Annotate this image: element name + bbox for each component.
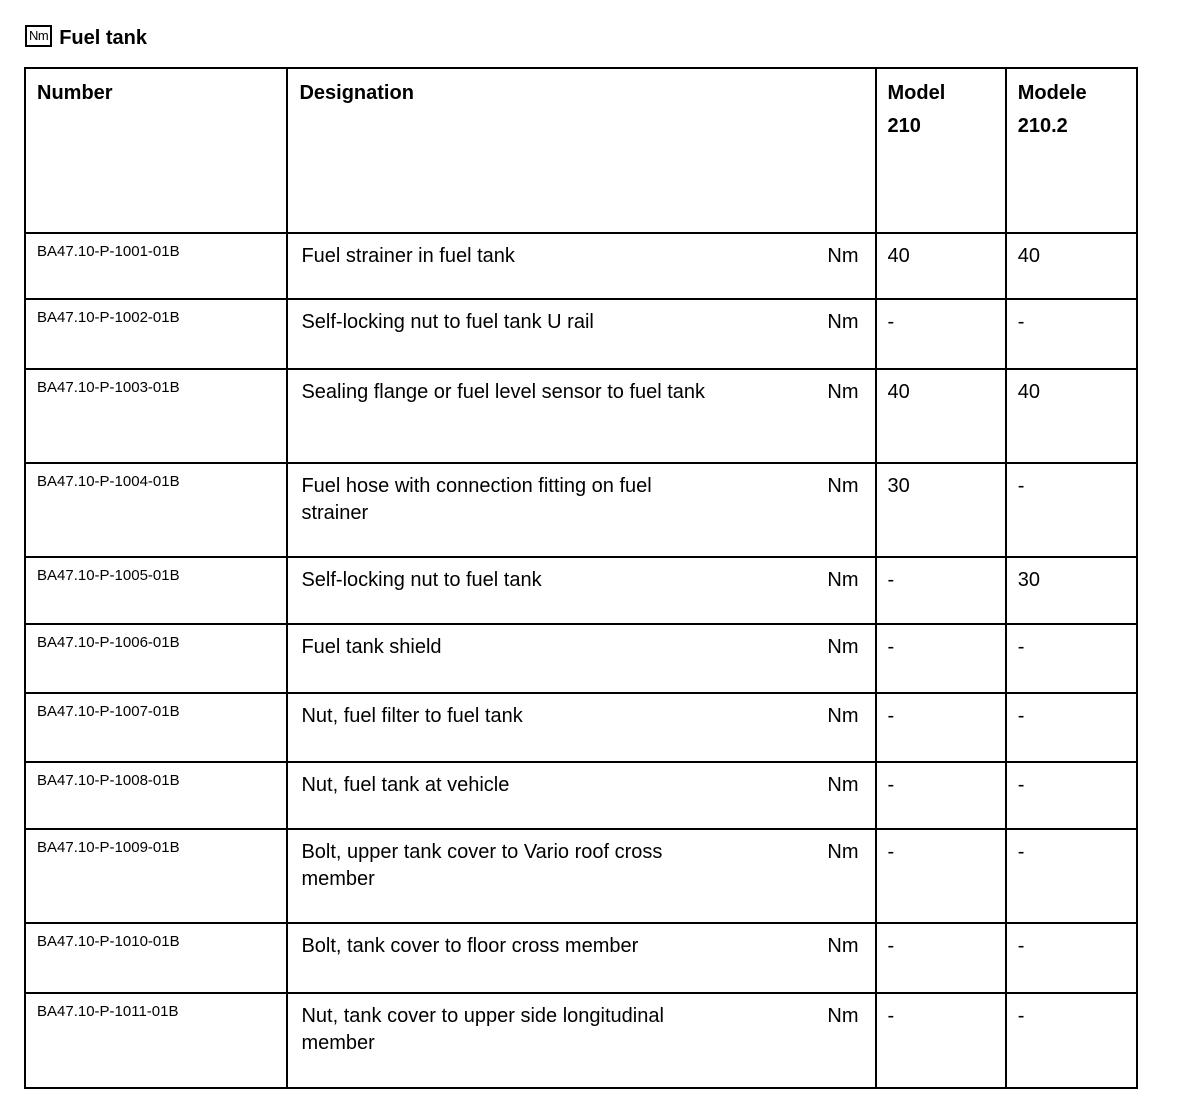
designation-text: Fuel hose with connection fitting on fuel strainer (301, 475, 652, 524)
unit-label: Nm (827, 774, 859, 796)
table-row (25, 463, 1137, 557)
part-number-cell: BA47.10-P-1001-01B (25, 233, 287, 299)
unit-label: Nm (827, 705, 859, 727)
torque-spec-table (24, 67, 1138, 1089)
table-row (25, 299, 1137, 369)
part-number-cell: BA47.10-P-1007-01B (25, 693, 287, 762)
model-210-2-value: 40 (1006, 233, 1137, 299)
table-row (25, 557, 1137, 624)
part-number-cell: BA47.10-P-1005-01B (25, 557, 287, 624)
designation-cell (287, 829, 875, 923)
designation-cell (287, 762, 875, 829)
table-row (25, 923, 1137, 993)
part-number-cell: BA47.10-P-1011-01B (25, 993, 287, 1088)
unit-label: Nm (827, 841, 859, 863)
table-row (25, 693, 1137, 762)
designation-text: Bolt, tank cover to floor cross member (301, 935, 639, 957)
part-number-cell: BA47.10-P-1006-01B (25, 624, 287, 693)
designation-cell (287, 693, 875, 762)
part-number-cell: BA47.10-P-1002-01B (25, 299, 287, 369)
model-210-2-value: - (1006, 923, 1137, 993)
unit-label: Nm (827, 935, 859, 957)
part-number-cell: BA47.10-P-1004-01B (25, 463, 287, 557)
unit-label: Nm (827, 636, 859, 658)
designation-text: Nut, fuel filter to fuel tank (301, 705, 523, 727)
unit-label: Nm (827, 569, 859, 591)
part-number-cell: BA47.10-P-1008-01B (25, 762, 287, 829)
model-210-2-value: - (1006, 624, 1137, 693)
designation-cell (287, 993, 875, 1088)
designation-cell (287, 624, 875, 693)
designation-cell (287, 369, 875, 463)
model-210-2-value: - (1006, 829, 1137, 923)
table-body (25, 233, 1137, 1088)
model-210-value: - (876, 299, 1006, 369)
model-210-2-value: 30 (1006, 557, 1137, 624)
column-header-designation: Designation (287, 68, 875, 233)
table-row (25, 624, 1137, 693)
table-row (25, 993, 1137, 1088)
table-header-row (25, 68, 1137, 233)
designation-text: Fuel strainer in fuel tank (301, 245, 515, 267)
column-header-number: Number (25, 68, 287, 233)
designation-text: Self-locking nut to fuel tank (301, 569, 542, 591)
page-title: Fuel tank (59, 26, 148, 49)
table-row (25, 829, 1137, 923)
model-210-value: 40 (876, 369, 1006, 463)
model-210-2-value: - (1006, 993, 1137, 1088)
model-210-value: - (876, 762, 1006, 829)
model-210-2-value: 40 (1006, 369, 1137, 463)
unit-label: Nm (827, 381, 859, 403)
model-210-2-value: - (1006, 299, 1137, 369)
model-210-value: - (876, 923, 1006, 993)
model-210-value: 40 (876, 233, 1006, 299)
unit-label: Nm (827, 1005, 859, 1027)
model-210-value: - (876, 624, 1006, 693)
unit-label: Nm (827, 311, 859, 333)
part-number-cell: BA47.10-P-1010-01B (25, 923, 287, 993)
table-row (25, 369, 1137, 463)
designation-cell (287, 923, 875, 993)
model-210-value: 30 (876, 463, 1006, 557)
designation-text: Fuel tank shield (301, 636, 442, 658)
designation-text: Self-locking nut to fuel tank U rail (301, 311, 594, 333)
model-210-value: - (876, 693, 1006, 762)
designation-cell (287, 463, 875, 557)
designation-cell (287, 557, 875, 624)
part-number-cell: BA47.10-P-1003-01B (25, 369, 287, 463)
model-210-2-value: - (1006, 463, 1137, 557)
designation-text: Bolt, upper tank cover to Vario roof cross member (301, 841, 663, 890)
designation-text: Nut, tank cover to upper side longitudinal member (301, 1005, 664, 1054)
unit-label: Nm (827, 475, 859, 497)
part-number-cell: BA47.10-P-1009-01B (25, 829, 287, 923)
designation-cell (287, 233, 875, 299)
model-210-2-value: - (1006, 762, 1137, 829)
torque-nm-icon: Nm (25, 25, 52, 47)
designation-text: Nut, fuel tank at vehicle (301, 774, 510, 796)
column-header-model-210-2: Modele 210.2 (1006, 68, 1137, 233)
designation-text: Sealing flange or fuel level sensor to fuel tank (301, 381, 706, 403)
unit-label: Nm (827, 245, 859, 267)
model-210-value: - (876, 993, 1006, 1088)
column-header-model-210: Model 210 (876, 68, 1006, 233)
model-210-value: - (876, 557, 1006, 624)
model-210-value: - (876, 829, 1006, 923)
section-title (25, 22, 147, 50)
model-210-2-value: - (1006, 693, 1137, 762)
table-row (25, 762, 1137, 829)
designation-cell (287, 299, 875, 369)
table-row (25, 233, 1137, 299)
